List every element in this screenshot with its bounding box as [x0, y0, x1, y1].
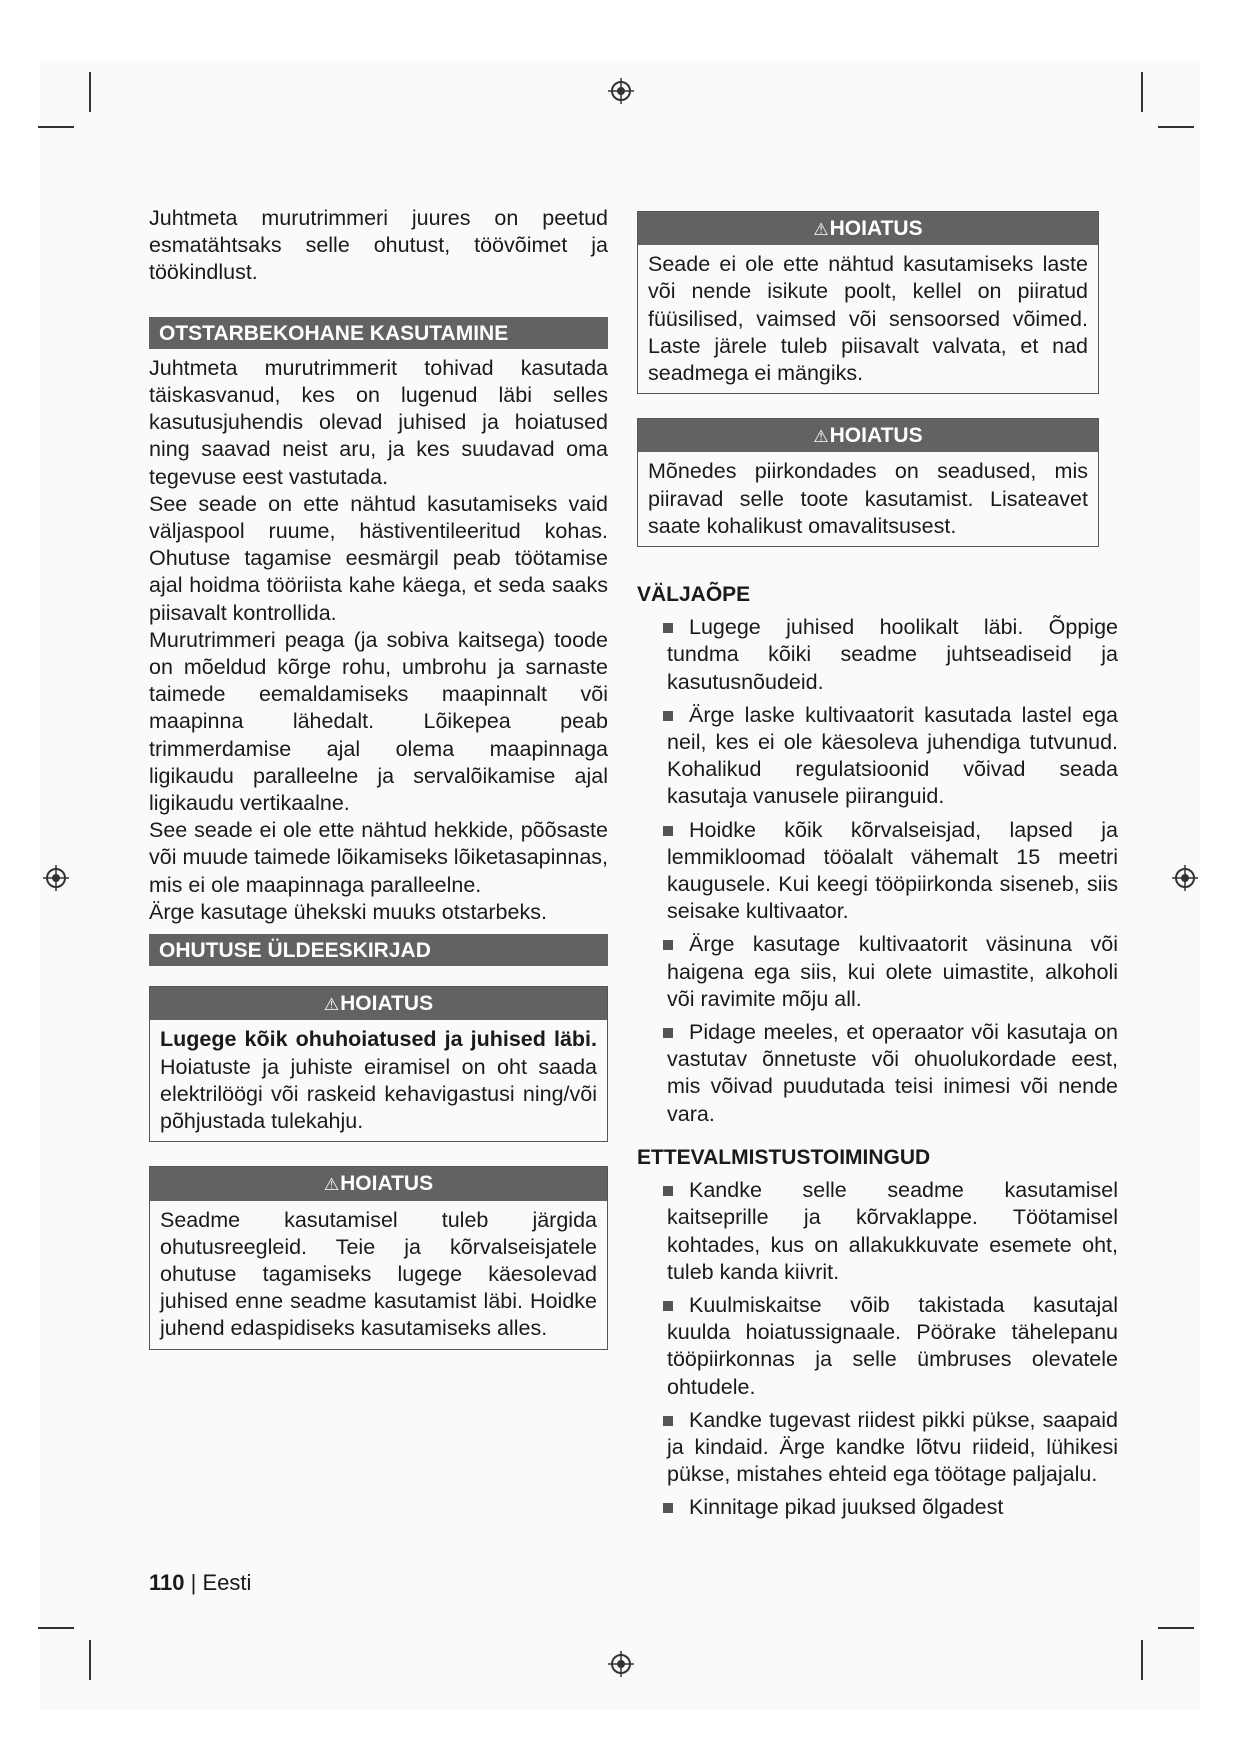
bullet-square-icon — [663, 1503, 673, 1513]
paragraph: Murutrimmeri peaga (ja sobiva kaitsega) toode on mõeldud kõrge rohu, umbrohu ja sarnaste taimede eemaldamiseks maapinnalt või maapinna lähedalt. Lõikepea peab trimmerdamise ajal olema maapinnaga ligikaudu paralleelne ja servalõikamise ajal ligikaudu vertikaalne. — [149, 627, 608, 816]
paragraph: See seade on ette nähtud kasutamiseks vaid väljaspool ruume, hästiventileeritud kohas. Ohutuse tagamise eesmärgil peab töötamise ajal hoidma tööriista kahe käega, et seda saaks piisavalt kontrollida. — [149, 491, 608, 625]
warning-text — [150, 1020, 607, 1141]
list-item: Ärge kasutage kultivaatorit väsinuna või haigena ega siis, kui olete uimastite, alkoholi või ravimite mõju all. — [667, 931, 1118, 1013]
list-item: Kandke selle seadme kasutamisel kaitseprille ja kõrvaklappe. Töötamisel kohtades, kus on allakukkuvate esemete oht, tuleb kanda kiivrit. — [667, 1177, 1118, 1286]
training-list — [637, 614, 1118, 1128]
crop-mark — [1158, 1627, 1194, 1629]
warning-box — [149, 986, 608, 1142]
warning-title: HOIATUS — [829, 217, 923, 240]
crop-mark — [1141, 72, 1143, 112]
list-item: Hoidke kõik kõrvalseisjad, lapsed ja lemmikloomad tööalalt vähemalt 15 meetri kaugusele. Kui keegi tööpiirkonda siseneb, siis seisake kultivaator. — [667, 817, 1118, 926]
bullet-square-icon — [663, 623, 673, 633]
list-item: Kuulmiskaitse võib takistada kasutajal kuulda hoiatussignaale. Pöörake tähelepanu tööpiirkonnas ja selle ümbruses olevatele ohtudele. — [667, 1292, 1118, 1401]
warning-text: Mõnedes piirkondades on seadused, mis piiravad selle toote kasutamist. Lisateavet saate kohalikust omavalitsusest. — [648, 459, 1088, 538]
warning-header — [638, 419, 1098, 452]
crop-mark — [89, 1640, 91, 1680]
warning-triangle-icon: ⚠ — [323, 1175, 340, 1195]
warning-box — [637, 418, 1099, 547]
bullet-square-icon — [663, 1028, 673, 1038]
right-column — [637, 211, 1118, 1528]
list-item: Lugege juhised hoolikalt läbi. Õppige tundma kõiki seadme juhtseadiseid ja kasutusnõudeid. — [667, 614, 1118, 696]
list-item: Ärge laske kultivaatorit kasutada lastel ega neil, kes ei ole käesoleva juhendiga tutvunud. Kohalikud regulatsioonid võivad seada kasutaja vanusele piiranguid. — [667, 702, 1118, 811]
page-footer — [149, 1570, 251, 1596]
footer-separator: | — [190, 1570, 197, 1595]
crop-mark — [1141, 1640, 1143, 1680]
warning-title: HOIATUS — [340, 992, 434, 1016]
warning-header — [638, 212, 1098, 245]
list-item: Pidage meeles, et operaator või kasutaja on vastutav õnnetuste või ohuolukordade eest, mis võivad puudutada teisi inimesi või nende vara. — [667, 1019, 1118, 1128]
warning-triangle-icon: ⚠ — [323, 995, 340, 1015]
crop-mark — [38, 1627, 74, 1629]
paragraph: Juhtmeta murutrimmerit tohivad kasutada täiskasvanud, kes on lugenud läbi selles kasutusjuhendis olevad juhised ja hoiatused ning saavad neist aru, ja kes suudavad oma tegevuse eest vastutada. — [149, 355, 608, 489]
crop-mark — [89, 72, 91, 112]
bullet-square-icon — [663, 1301, 673, 1311]
warning-box — [149, 1166, 608, 1349]
list-item: Kinnitage pikad juuksed õlgadest — [667, 1494, 1118, 1521]
paragraph: Ärge kasutage ühekski muuks otstarbeks. — [149, 899, 547, 924]
bullet-square-icon — [663, 711, 673, 721]
warning-triangle-icon: ⚠ — [813, 427, 829, 447]
crop-mark — [38, 126, 74, 128]
left-column — [149, 205, 608, 1350]
registration-mark-icon — [608, 1651, 634, 1677]
warning-bold-text: Lugege kõik ohuhoiatused ja juhised läbi. — [160, 1027, 597, 1052]
registration-mark-icon — [1172, 865, 1198, 891]
warning-header — [150, 1167, 607, 1200]
section-heading-intended-use: OTSTARBEKOHANE KASUTAMINE — [149, 317, 608, 349]
list-item: Kandke tugevast riidest pikki pükse, saapaid ja kindaid. Ärge kandke lõtvu riideid, lühikesi pükse, mistahes ehteid ega töötage paljajalu. — [667, 1407, 1118, 1489]
footer-language: Eesti — [202, 1570, 252, 1595]
warning-body-text: Hoiatuste ja juhiste eiramisel on oht saada elektrilöögi või raskeid kehavigastusi ning/või põhjustada tulekahju. — [160, 1054, 597, 1134]
bullet-square-icon — [663, 826, 673, 836]
preparation-list — [637, 1177, 1118, 1521]
warning-triangle-icon: ⚠ — [813, 220, 829, 239]
warning-title: HOIATUS — [829, 424, 923, 448]
registration-mark-icon — [43, 865, 69, 891]
bullet-square-icon — [663, 1416, 673, 1426]
crop-mark — [1158, 126, 1194, 128]
section-heading-general-safety: OHUTUSE ÜLDEESKIRJAD — [149, 934, 608, 966]
section-heading-training: VÄLJAÕPE — [637, 583, 751, 607]
warning-box — [637, 211, 1099, 394]
warning-header — [150, 987, 607, 1020]
section-heading-preparation: ETTEVALMISTUSTOIMINGUD — [637, 1145, 931, 1169]
registration-mark-icon — [608, 78, 634, 104]
warning-title: HOIATUS — [340, 1172, 434, 1196]
warning-text: Seade ei ole ette nähtud kasutamiseks laste või nende isikute poolt, kellel on piiratud füüsilised, vaimsed või sensoorsed võimed. Laste järele tuleb piisavalt valvata, et nad seadmega ei mängiks. — [648, 252, 1088, 386]
bullet-square-icon — [663, 1186, 673, 1196]
intro-paragraph: Juhtmeta murutrimmeri juures on peetud esmatähtsaks selle ohutust, töövõimet ja töökindlust. — [149, 206, 608, 285]
paragraph: See seade ei ole ette nähtud hekkide, põõsaste või muude taimede lõikamiseks lõiketasapinnas, mis ei ole maapinnaga paralleelne. — [149, 818, 608, 897]
page-number: 110 — [149, 1570, 185, 1595]
bullet-square-icon — [663, 940, 673, 950]
warning-text: Seadme kasutamisel tuleb järgida ohutusreegleid. Teie ja kõrvalseisjatele ohutuse tagamiseks lugege käesolevad juhised enne seadme kasutamist läbi. Hoidke juhend edaspidiseks kasutamiseks alles. — [160, 1207, 597, 1341]
